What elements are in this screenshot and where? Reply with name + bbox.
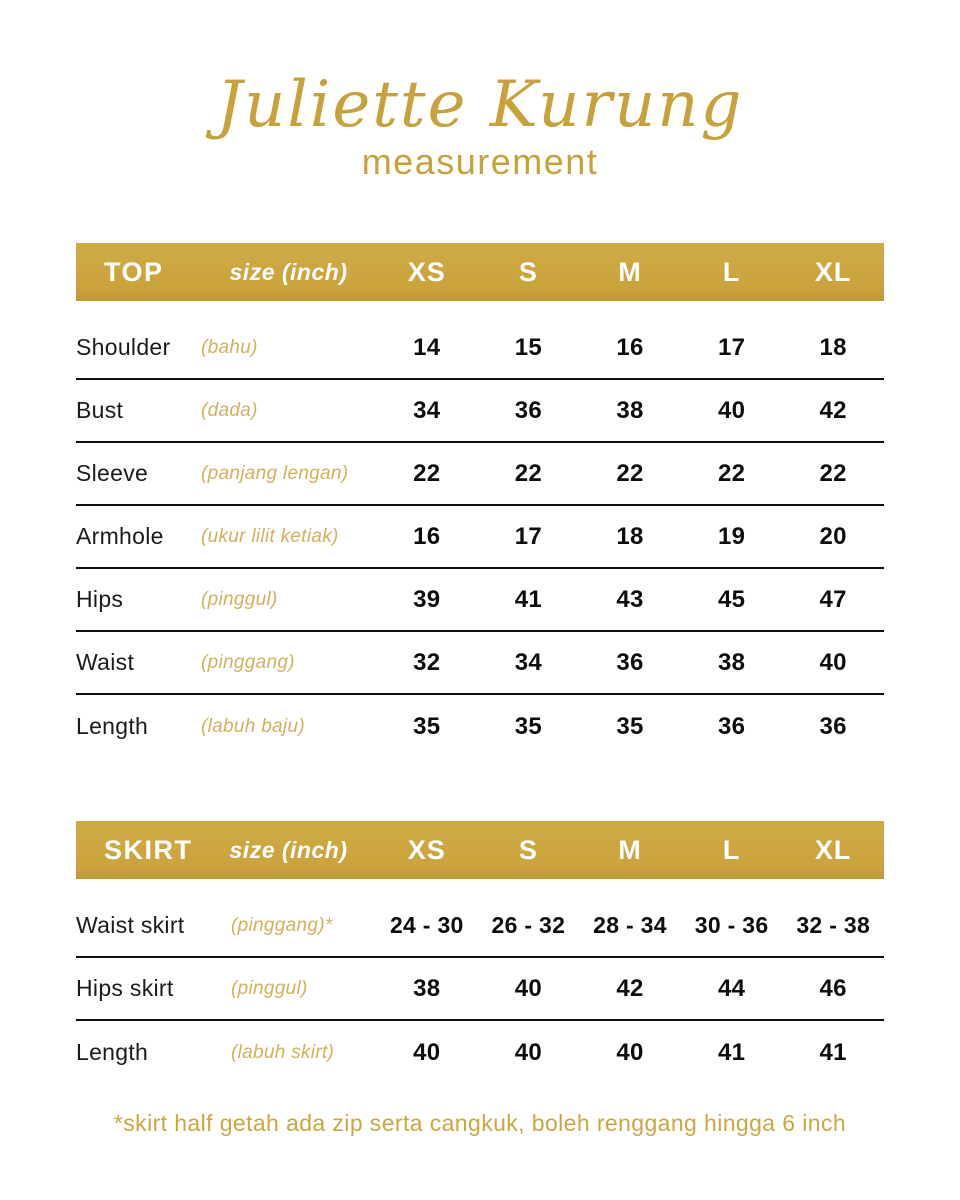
row-malay-label: (labuh skirt) [231, 1041, 335, 1063]
row-value-xs: 32 [413, 648, 441, 676]
size-header-s: S [518, 256, 538, 287]
top-table-title: TOP [104, 256, 164, 287]
table-row-shoulder [76, 317, 884, 380]
row-malay-label: (ukur lilit ketiak) [201, 525, 339, 547]
size-header-m: M [618, 256, 642, 287]
row-value-m: 18 [616, 522, 644, 550]
size-header-xl: XL [814, 256, 852, 287]
title-block [0, 0, 960, 183]
top-measurement-table [76, 243, 884, 758]
row-value-s: 22 [514, 459, 543, 487]
row-value-l: 30 - 36 [694, 912, 769, 939]
size-header-xs: XS [407, 256, 446, 287]
row-malay-label: (pinggul) [231, 977, 308, 999]
row-value-xl: 47 [819, 585, 847, 613]
row-value-xl: 42 [819, 396, 847, 424]
skirt-table-title: SKIRT [104, 834, 193, 865]
row-value-m: 40 [616, 1038, 644, 1066]
row-value-l: 38 [717, 648, 746, 676]
row-label: Waist skirt [76, 912, 185, 939]
table-row-waist-skirt [76, 895, 884, 958]
row-value-m: 42 [616, 974, 644, 1002]
table-row-sleeve [76, 443, 884, 506]
top-table-rows [76, 301, 884, 758]
row-value-l: 36 [717, 712, 746, 740]
row-malay-label: (pinggang) [201, 651, 295, 673]
row-value-xl: 46 [819, 974, 847, 1002]
skirt-footnote: *skirt half getah ada zip serta cangkuk, boleh renggang hingga 6 inch [113, 1110, 847, 1137]
skirt-table-rows [76, 879, 884, 1084]
row-value-m: 16 [616, 333, 644, 361]
row-value-xl: 41 [819, 1038, 847, 1066]
size-header-s: S [518, 834, 538, 865]
row-value-l: 17 [717, 333, 746, 361]
top-table-header [76, 243, 884, 301]
row-malay-label: (labuh baju) [201, 715, 305, 737]
size-header-l: L [722, 256, 741, 287]
row-value-s: 41 [514, 585, 543, 613]
row-value-s: 26 - 32 [491, 912, 566, 939]
row-value-xl: 18 [819, 333, 847, 361]
row-value-m: 36 [616, 648, 644, 676]
row-malay-label: (pinggul) [201, 588, 278, 610]
row-value-m: 38 [616, 396, 644, 424]
row-value-xs: 16 [413, 522, 441, 550]
row-value-s: 36 [514, 396, 543, 424]
size-header-m: M [618, 834, 642, 865]
table-row-waist [76, 632, 884, 695]
size-header-l: L [722, 834, 741, 865]
page-title: Juliette Kurung [216, 68, 744, 142]
row-value-m: 22 [616, 459, 644, 487]
row-value-s: 40 [514, 974, 543, 1002]
row-value-l: 44 [717, 974, 746, 1002]
row-label: Shoulder [76, 334, 171, 361]
row-value-xs: 22 [413, 459, 441, 487]
row-label: Armhole [76, 523, 164, 550]
table-row-length-top [76, 695, 884, 758]
row-malay-label: (bahu) [201, 336, 258, 358]
row-value-xs: 40 [413, 1038, 441, 1066]
size-header-xs: XS [407, 834, 446, 865]
skirt-unit-label: size (inch) [229, 836, 348, 863]
row-value-xl: 20 [819, 522, 847, 550]
row-value-m: 35 [616, 712, 644, 740]
row-value-l: 22 [717, 459, 746, 487]
row-value-s: 35 [514, 712, 543, 740]
row-value-l: 19 [717, 522, 746, 550]
row-label: Waist [76, 649, 135, 676]
row-value-s: 34 [514, 648, 543, 676]
row-value-xs: 35 [413, 712, 441, 740]
row-value-s: 17 [514, 522, 543, 550]
row-value-xs: 38 [413, 974, 441, 1002]
row-value-m: 28 - 34 [593, 912, 667, 939]
page-subtitle: measurement [361, 141, 599, 183]
row-label: Length [76, 713, 149, 740]
size-header-xl: XL [814, 834, 852, 865]
table-row-hips-skirt [76, 958, 884, 1021]
row-value-l: 40 [717, 396, 746, 424]
row-value-s: 40 [514, 1038, 543, 1066]
skirt-measurement-table [76, 821, 884, 1084]
row-value-xs: 14 [413, 333, 441, 361]
row-value-xs: 34 [413, 396, 441, 424]
row-value-xs: 39 [413, 585, 441, 613]
row-label: Hips skirt [76, 975, 174, 1002]
skirt-table-header [76, 821, 884, 879]
row-label: Length [76, 1039, 149, 1066]
row-value-m: 43 [616, 585, 644, 613]
row-label: Sleeve [76, 460, 149, 487]
row-value-xs: 24 - 30 [389, 912, 464, 939]
row-label: Bust [76, 397, 124, 424]
row-value-xl: 40 [819, 648, 847, 676]
row-value-l: 45 [717, 585, 746, 613]
top-unit-label: size (inch) [229, 258, 348, 285]
row-malay-label: (panjang lengan) [201, 462, 349, 484]
table-row-hips [76, 569, 884, 632]
row-malay-label: (dada) [201, 399, 258, 421]
table-row-length-skirt [76, 1021, 884, 1084]
table-row-armhole [76, 506, 884, 569]
row-label: Hips [76, 586, 124, 613]
row-value-s: 15 [514, 333, 543, 361]
row-value-xl: 32 - 38 [796, 912, 871, 939]
row-value-xl: 36 [819, 712, 847, 740]
table-row-bust [76, 380, 884, 443]
row-value-xl: 22 [819, 459, 847, 487]
row-malay-label: (pinggang)* [231, 914, 333, 936]
row-value-l: 41 [717, 1038, 746, 1066]
